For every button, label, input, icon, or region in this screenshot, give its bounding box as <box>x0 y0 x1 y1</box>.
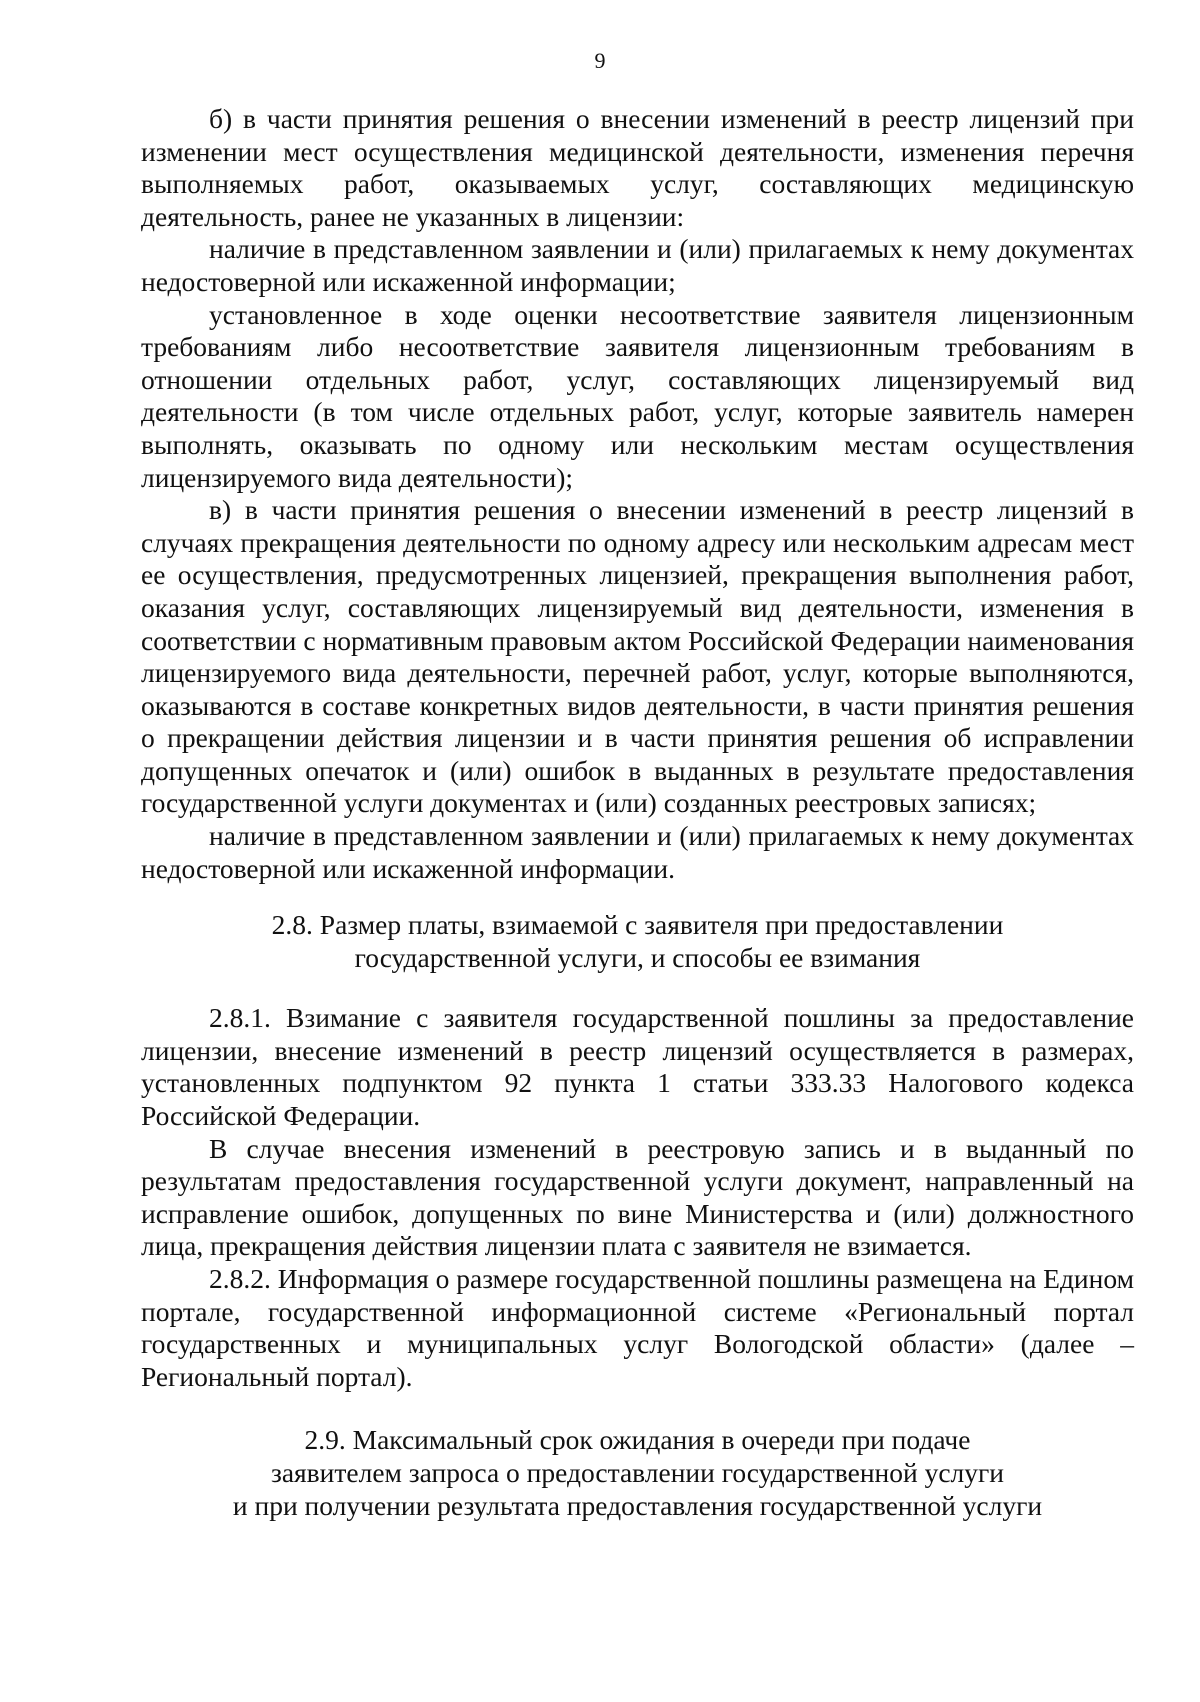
section-heading-2-9-line-1: 2.9. Максимальный срок ожидания в очереди при подаче <box>304 1424 971 1456</box>
section-heading-2-8 <box>141 908 1134 974</box>
section-heading-2-8-line-1: 2.8. Размер платы, взимаемой с заявителя при предоставлении <box>271 909 1004 941</box>
section-heading-2-9-line-3: и при получении результата предоставления государственной услуги <box>232 1490 1043 1522</box>
section-heading-2-8-line-2: государственной услуги, и способы ее взимания <box>354 942 921 974</box>
section-heading-2-9 <box>141 1423 1134 1522</box>
paragraph-false-info-2: наличие в представленном заявлении и (или) прилагаемых к нему документах недостоверной или искаженной информации. <box>141 820 1134 884</box>
page-number: 9 <box>594 48 606 73</box>
paragraph-nonconformity: установленное в ходе оценки несоответствие заявителя лицензионным требованиям либо несоответствие заявителя лицензионным требованиям в отношении отдельных работ, услуг, составляющих лицензируемый вид деятельности (в том числе отдельных работ, услуг, которые заявитель намерен выполнять, оказывать по одному или нескольким местам осуществления лицензируемого вида деятельности); <box>141 298 1134 493</box>
section-heading-2-9-line-2: заявителем запроса о предоставлении государственной услуги <box>270 1457 1005 1489</box>
paragraph-fee-exemption: В случае внесения изменений в реестровую запись и в выданный по результатам предоставления государственной услуги документ, направленный на исправление ошибок, допущенных по вине Министерства и (или) должностного лица, прекращения действия лицензии плата с заявителя не взимается. <box>141 1132 1134 1262</box>
paragraph-b-medical-changes: б) в части принятия решения о внесении изменений в реестр лицензий при изменении мест осуществления медицинской деятельности, изменения перечня выполняемых работ, оказываемых услуг, составляющих медицинскую деятельность, ранее не указанных в лицензии: <box>141 103 1134 232</box>
paragraph-2-8-2-portal: 2.8.2. Информация о размере государственной пошлины размещена на Едином портале, государственной информационной системе «Региональный портал государственных и муниципальных услуг Вологодской области» (далее – Региональный портал). <box>141 1263 1134 1392</box>
paragraph-v-termination-changes: в) в части принятия решения о внесении изменений в реестр лицензий в случаях прекращения деятельности по одному адресу или нескольким адресам мест ее осуществления, предусмотренных лицензией, прекращения выполнения работ, оказания услуг, составляющих лицензируемый вид деятельности, изменения в соответствии с нормативным правовым актом Российской Федерации наименования лицензируемого вида деятельности, перечней работ, услуг, которые выполняются, оказываются в составе конкретных видов деятельности, в части принятия решения о прекращении действия лицензии и в части принятия решения об исправлении допущенных опечаток и (или) ошибок в выданных в результате предоставления государственной услуги документах и (или) созданных реестровых записях; <box>141 494 1134 819</box>
document-body <box>141 103 1134 1522</box>
paragraph-false-info-1: наличие в представленном заявлении и (или) прилагаемых к нему документах недостоверной или искаженной информации; <box>141 233 1134 297</box>
paragraph-2-8-1-fee: 2.8.1. Взимание с заявителя государственной пошлины за предоставление лицензии, внесение изменений в реестр лицензий осуществляется в размерах, установленных подпунктом 92 пункта 1 статьи 333.33 Налогового кодекса Российской Федерации. <box>141 1002 1134 1132</box>
